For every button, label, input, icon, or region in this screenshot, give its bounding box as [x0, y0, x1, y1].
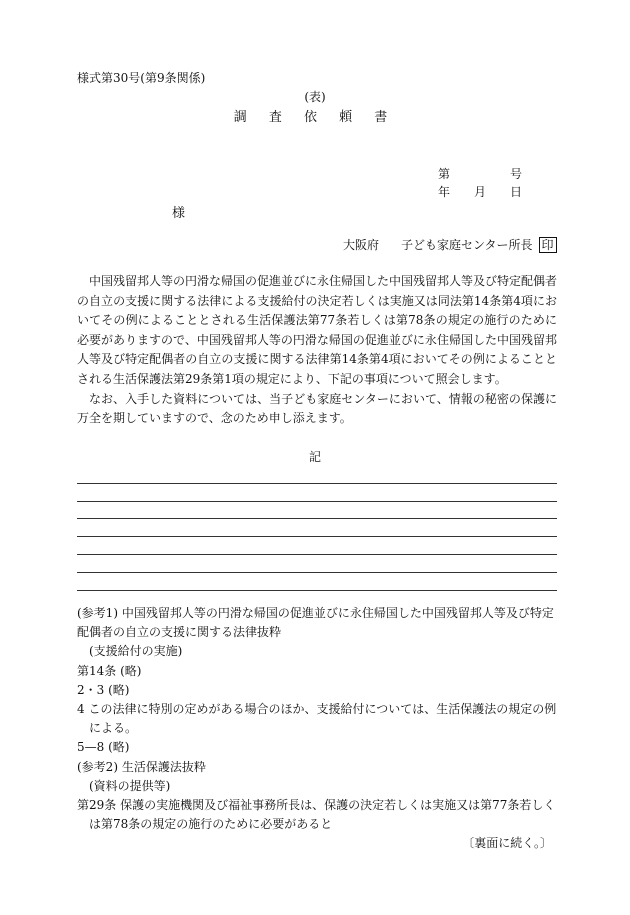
body-paragraph-2: なお、入手した資料については、当子ども家庭センターにおいて、情報の秘密の保護に万全を期していますので、念のため申し添えます。 [77, 391, 557, 426]
continued-on-back: 〔裏面に続く。〕 [462, 836, 552, 850]
entry-line [77, 502, 557, 520]
body-paragraph-1: 中国残留邦人等の円滑な帰国の促進並びに永住帰国した中国残留邦人等及び特定配偶者の自立の支援に関する法律による支援給付の決定若しくは実施又は同法第14条第4項においてその例によることとされる生活保護法第77条若しくは第78条の規定の施行のために必要がありますので、中国残留邦人等の円滑な帰国の促進並びに永住帰国した中国残留邦人等及び特定配偶者の自立の支援に関する法律第14条第4項においてその例によることとされる生活保護法第29条第1項の規定により、下記の事項について照会します。 [77, 274, 558, 386]
reference-2-title: (参考2) 生活保護法抜粋 [77, 759, 206, 774]
ki-heading: 記 [308, 450, 321, 464]
issuer-line [343, 236, 557, 253]
entry-line [77, 537, 557, 555]
article-14-para-4: 4 この法律に特別の定めがある場合のほか、支援給付については、生活保護法の規定の例による。 [77, 702, 557, 736]
addressee-honorific: 様 [172, 206, 186, 221]
article-14: 第14条 (略) [77, 663, 142, 678]
issuer-title: 子ども家庭センター所長 [401, 238, 533, 252]
issuer-prefecture: 大阪府 [343, 238, 380, 252]
reference-1-title: (参考1) 中国残留邦人等の円滑な帰国の促進並びに永住帰国した中国残留邦人等及び特定配偶者の自立の支援に関する法律抜粋 [77, 606, 554, 640]
entry-line [77, 484, 557, 502]
entry-lines [77, 466, 557, 591]
date-month: 月 [474, 185, 487, 199]
form-number: 様式第30号(第9条関係) [77, 71, 206, 85]
request-body [77, 272, 557, 429]
reference-2-subheading: (資料の提供等) [89, 778, 171, 793]
article-29: 第29条 保護の実施機関及び福祉事務所長は、保護の決定若しくは実施又は第77条若しくは第78条の規定の施行のために必要があると [77, 798, 556, 832]
reference-section [77, 604, 557, 834]
reference-1-subheading: (支援給付の実施) [89, 644, 183, 659]
side-label: (表) [304, 90, 326, 104]
number-prefix: 第 [438, 167, 451, 181]
date-year: 年 [438, 185, 451, 199]
date-day: 日 [510, 185, 523, 199]
seal-stamp: 印 [539, 237, 557, 253]
article-14-para-2-3: 2・3 (略) [77, 682, 130, 697]
entry-line [77, 466, 557, 484]
entry-line [77, 519, 557, 537]
entry-line [77, 555, 557, 573]
document-title: 調 査 依 頼 書 [233, 110, 397, 125]
number-suffix: 号 [510, 167, 523, 181]
entry-line [77, 573, 557, 591]
article-14-para-5-8: 5—8 (略) [77, 740, 130, 755]
